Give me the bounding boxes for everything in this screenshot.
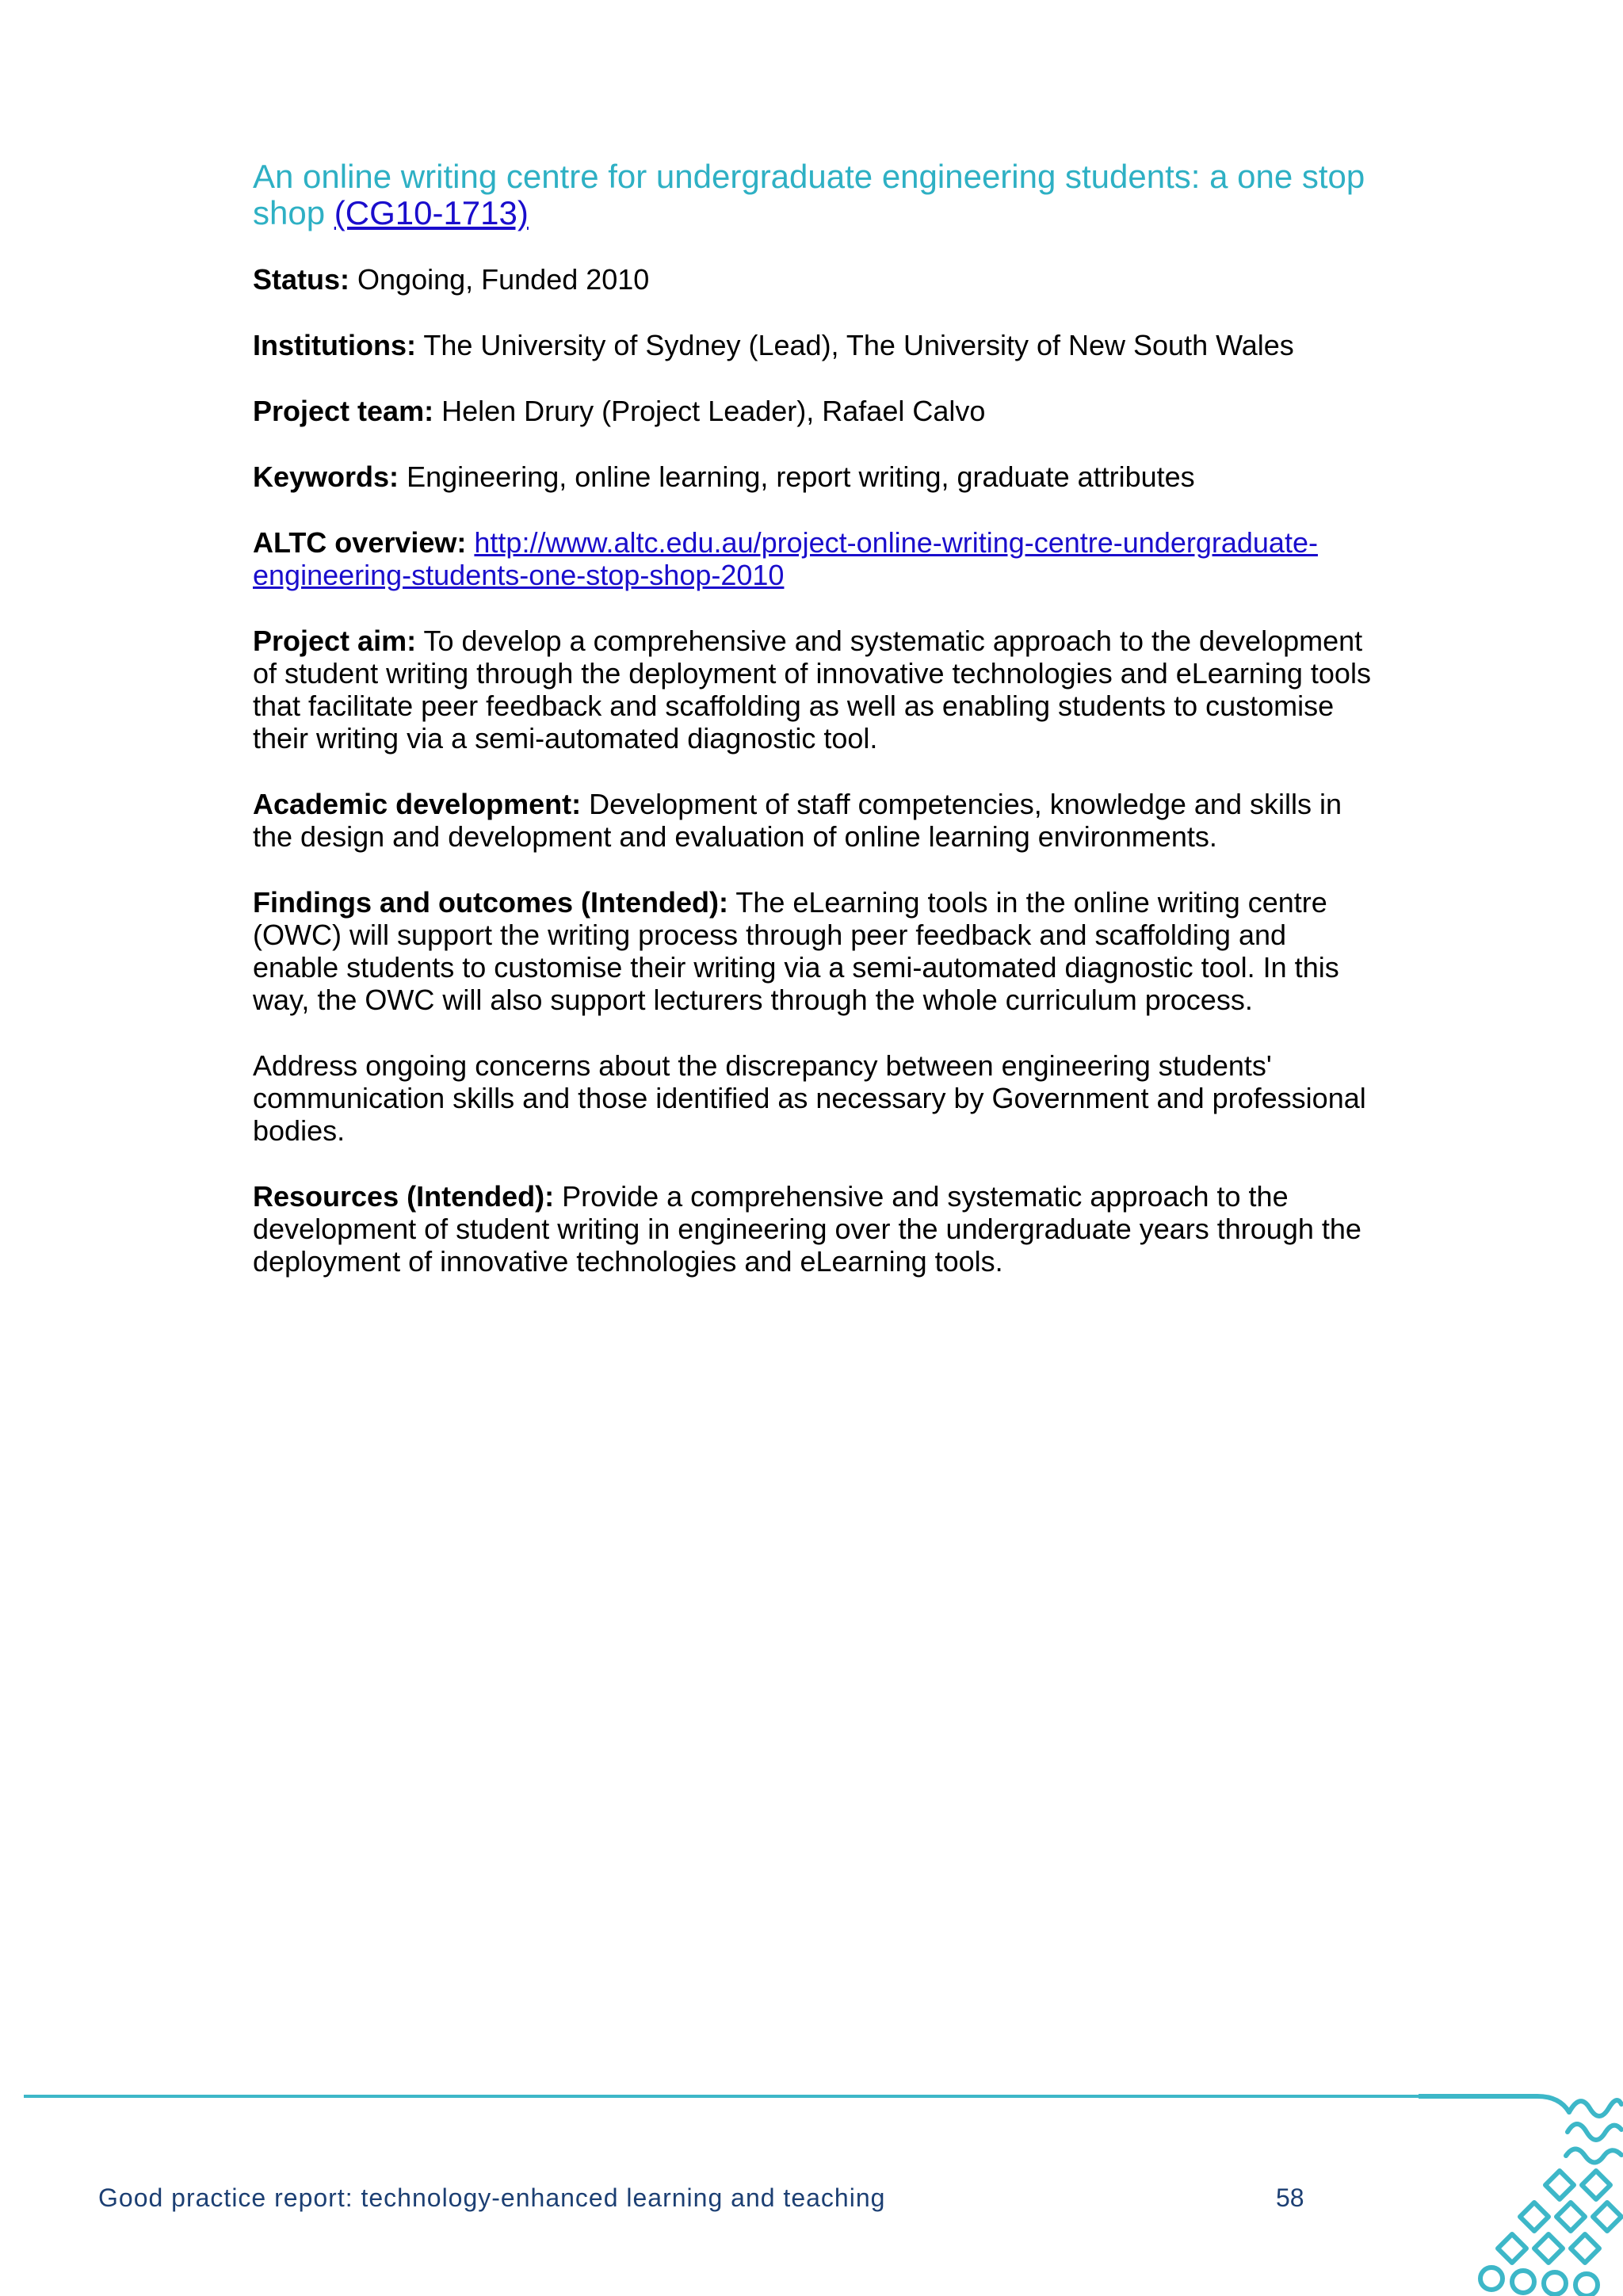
altc-overview-link[interactable]: http://www.altc.edu.au/project-online-writing-centre-undergraduate-engineering-students-one-stop-shop-2010 (253, 526, 1318, 591)
resources-label: Resources (Intended): (253, 1180, 555, 1213)
project-team-field (253, 395, 1378, 427)
resources-value: Provide a comprehensive and systematic approach to the development of student writing in engineering over the undergraduate years through the deployment of innovative technologies and eLearning tools. (253, 1180, 1361, 1278)
academic-development-field (253, 788, 1378, 853)
project-code-link[interactable]: (CG10-1713) (334, 194, 529, 231)
keywords-value: Engineering, online learning, report writing, graduate attributes (407, 460, 1195, 493)
findings-label: Findings and outcomes (Intended): (253, 886, 728, 919)
academic-development-label: Academic development: (253, 788, 582, 820)
project-aim-label: Project aim: (253, 625, 417, 657)
page-title (253, 159, 1378, 231)
status-label: Status: (253, 263, 350, 296)
footer-report-title: Good practice report: technology-enhanced learning and teaching (98, 2183, 886, 2212)
keywords-label: Keywords: (253, 460, 399, 493)
keywords-field (253, 460, 1378, 493)
altc-overview-field (253, 526, 1378, 591)
project-aim-value: To develop a comprehensive and systematic approach to the development of student writing through the deployment of innovative technologies and eLearning tools that facilitate peer feedback and scaffolding as well as enabling students to customise their writing via a semi-automated diagnostic tool. (253, 625, 1371, 755)
address-concerns-value: Address ongoing concerns about the discrepancy between engineering students' communication skills and those identified as necessary by Government and professional bodies. (253, 1049, 1366, 1147)
institutions-field (253, 329, 1378, 361)
resources-field (253, 1180, 1378, 1278)
academic-development-value: Development of staff competencies, knowledge and skills in the design and development and evaluation of online learning environments. (253, 788, 1342, 853)
project-aim-field (253, 625, 1378, 755)
page-content (253, 159, 1378, 1311)
project-team-value: Helen Drury (Project Leader), Rafael Calvo (441, 395, 986, 427)
altc-overview-label: ALTC overview: (253, 526, 467, 559)
status-field (253, 263, 1378, 296)
address-concerns-paragraph (253, 1049, 1378, 1147)
findings-value: The eLearning tools in the online writing centre (OWC) will support the writing process through peer feedback and scaffolding and enable students to customise their writing via a semi-automated diagnostic tool. In this way, the OWC will also support lecturers through the whole curriculum process. (253, 886, 1339, 1016)
status-value: Ongoing, Funded 2010 (357, 263, 650, 296)
project-team-label: Project team: (253, 395, 434, 427)
findings-field (253, 886, 1378, 1016)
footer-divider (24, 2095, 1506, 2098)
footer-logo-icon (1419, 2088, 1623, 2296)
footer-page-number: 58 (1276, 2183, 1304, 2212)
institutions-value: The University of Sydney (Lead), The University of New South Wales (423, 329, 1294, 361)
institutions-label: Institutions: (253, 329, 416, 361)
title-text: An online writing centre for undergraduate engineering students: a one stop shop (253, 158, 1365, 231)
